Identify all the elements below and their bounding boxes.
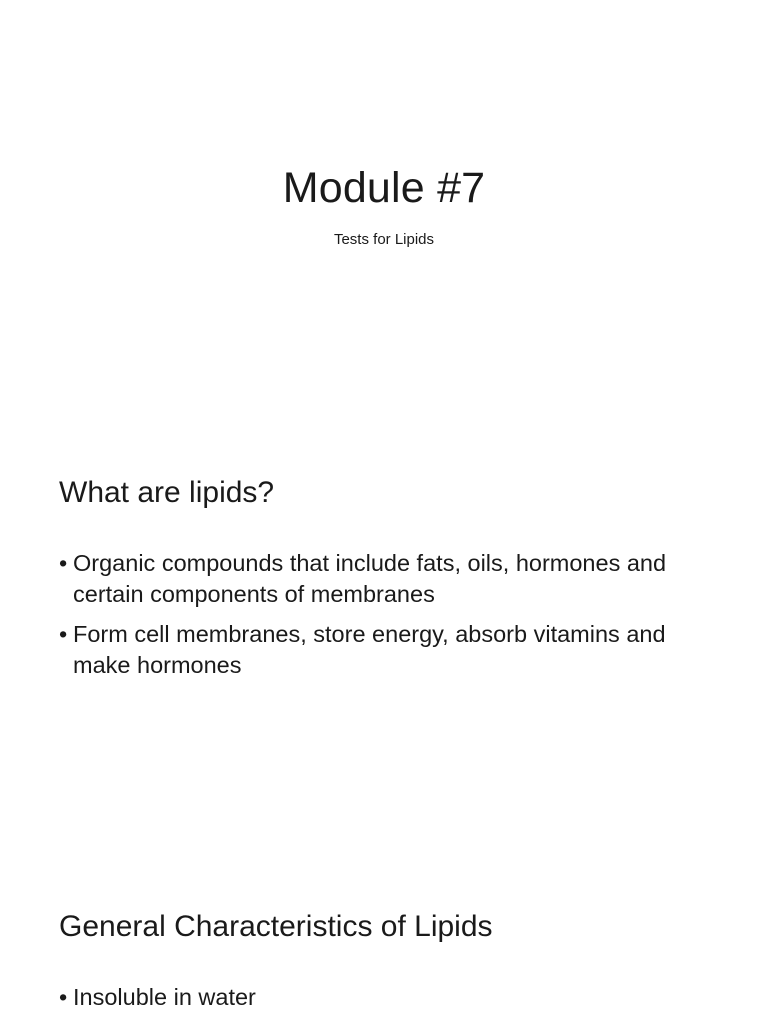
bullet-list bbox=[59, 982, 719, 1022]
bullet-icon: • bbox=[59, 984, 68, 1010]
bullet-item bbox=[59, 548, 719, 610]
slide-title: Module #7 bbox=[282, 164, 486, 212]
slide-heading: General Characteristics of Lipids bbox=[59, 910, 493, 943]
bullet-list bbox=[59, 548, 719, 690]
bullet-icon: • bbox=[59, 550, 68, 576]
slide-heading: What are lipids? bbox=[59, 476, 275, 509]
bullet-text: Organic compounds that include fats, oils, hormones and certain components of membranes bbox=[73, 550, 667, 607]
bullet-item bbox=[59, 982, 719, 1013]
bullet-item bbox=[59, 619, 719, 681]
bullet-text: Form cell membranes, store energy, absorb vitamins and make hormones bbox=[73, 621, 666, 678]
bullet-text: Insoluble in water bbox=[73, 984, 256, 1010]
title-slide bbox=[0, 0, 768, 430]
slide-subtitle: Tests for Lipids bbox=[333, 231, 435, 248]
content-slide-general-characteristics bbox=[0, 860, 768, 1024]
content-slide-what-are-lipids bbox=[0, 430, 768, 860]
bullet-icon: • bbox=[59, 621, 68, 647]
